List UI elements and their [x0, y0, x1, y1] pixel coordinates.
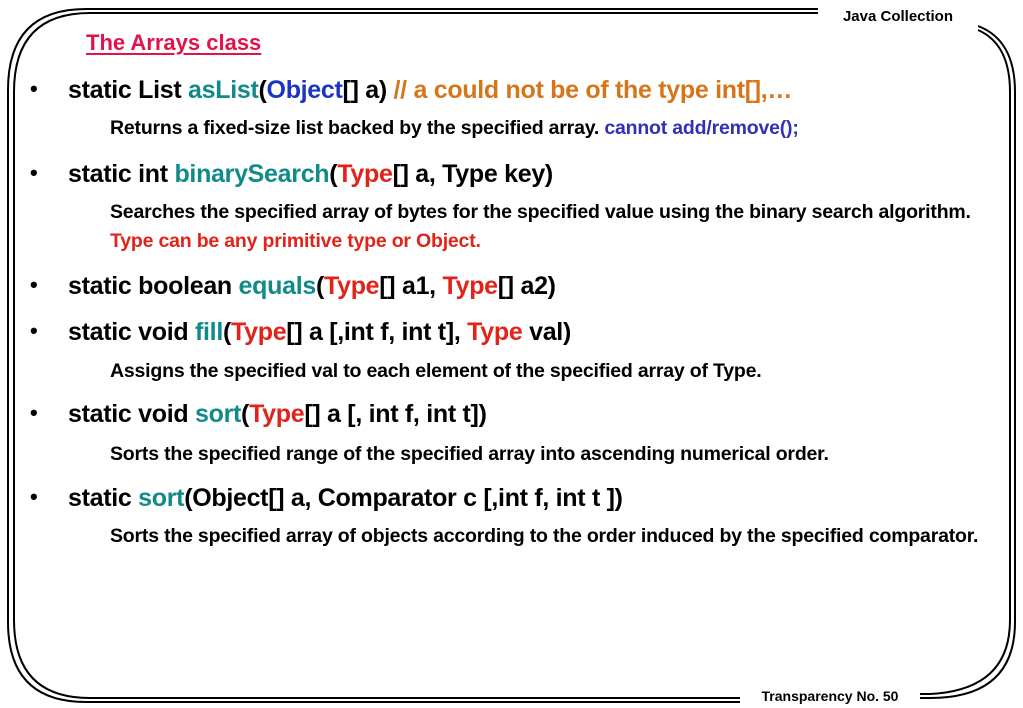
method-description: Returns a fixed-size list backed by the specified array. cannot add/remove(); [110, 117, 799, 139]
method-description: Sorts the specified array of objects according to the order induced by the specified comparator. [110, 525, 979, 547]
method-description: Searches the specified array of bytes for the specified value using the binary search algorithm. Type can be any primitive type or Object. [110, 201, 971, 252]
method-signature: static int binarySearch(Type[] a, Type key) [68, 160, 553, 188]
method-signature: static List asList(Object[] a) // a could not be of the type int[],… [68, 76, 793, 104]
list-item [84, 522, 984, 551]
bullet-icon: • [30, 484, 38, 509]
method-signature: static boolean equals(Type[] a1, Type[] a2) [68, 272, 556, 300]
list-item [84, 198, 984, 256]
list-item [84, 114, 984, 143]
list-item [84, 440, 984, 469]
method-description: Sorts the specified range of the specified array into ascending numerical order. [110, 443, 829, 465]
method-description: Assigns the specified val to each element of the specified array of Type. [110, 360, 762, 382]
bullet-icon: • [30, 272, 38, 297]
bullet-icon: • [30, 76, 38, 101]
method-signature: static sort(Object[] a, Comparator c [,int f, int t ]) [68, 484, 623, 512]
method-signature: static void fill(Type[] a [,int f, int t], Type val) [68, 318, 571, 346]
header-label: Java Collection [818, 6, 978, 28]
bullet-icon: • [30, 400, 38, 425]
footer-label: Transparency No. 50 [740, 686, 920, 708]
slide-title: The Arrays class [86, 30, 262, 55]
list-item [84, 357, 984, 386]
bullet-icon: • [30, 318, 38, 343]
bullet-icon: • [30, 160, 38, 185]
method-signature: static void sort(Type[] a [, int f, int t]) [68, 400, 487, 428]
